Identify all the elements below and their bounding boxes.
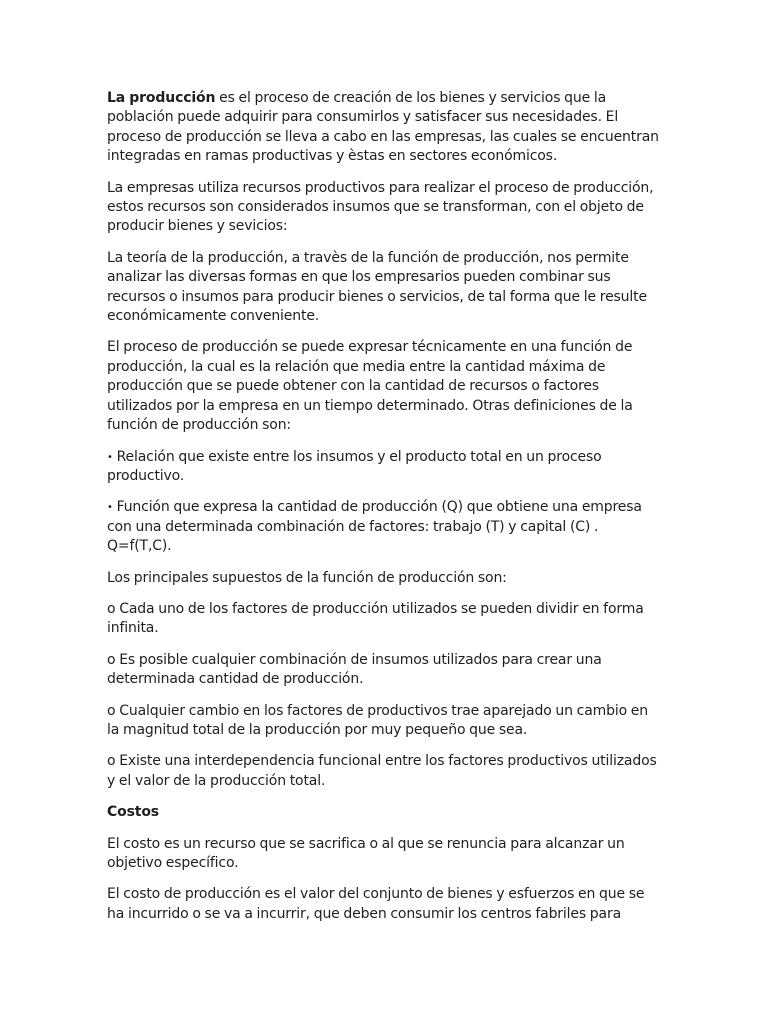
section-heading-costs: Costos xyxy=(107,804,159,821)
assumption-item: o Cada uno de los factores de producción utilizados se pueden dividir en forma infinita. xyxy=(107,600,644,637)
bullet-item xyxy=(107,448,659,487)
bullet-text: Función que expresa la cantidad de producción (Q) que obtiene una empresa con una determinada combinación de factores: trabajo (T) y capital (C) . Q=f(T,C). xyxy=(107,499,642,555)
paragraph-production-cost: El costo de producción es el valor del conjunto de bienes y esfuerzos en que se ha incurrido o se va a incurrir, que deben consumir los centros fabriles para xyxy=(107,886,645,922)
intro-paragraph xyxy=(107,89,659,167)
paragraph-production-theory: La teoría de la producción, a travès de la función de producción, nos permite analizar las diversas formas en que los empresarios pueden combinar sus recursos o insumos para producir bienes o servicios, de tal forma que le resulte económicamente conveniente. xyxy=(107,249,647,325)
paragraph-production-function: El proceso de producción se puede expresar técnicamente en una función de producción, la cual es la relación que media entre la cantidad máxima de producción que se puede obtener con la cantidad de recursos o factores utilizados por la empresa en un tiempo determinado. Otras definiciones de la función de producción son: xyxy=(107,339,633,434)
bullet-dot-icon: • xyxy=(107,451,113,463)
intro-text: es el proceso de creación de los bienes y servicios que la población puede adquirir para consumirlos y satisfacer sus necesidades. El proceso de producción se lleva a cabo en las empresas, las cuales se encuentran integradas en ramas productivas y èstas en sectores económicos. xyxy=(107,90,659,165)
assumption-item: o Cualquier cambio en los factores de productivos trae aparejado un cambio en la magnitud total de la producción por muy pequeño que sea. xyxy=(107,702,648,738)
assumption-item: o Existe una interdependencia funcional entre los factores productivos utilizados y el valor de la producción total. xyxy=(107,753,657,789)
paragraph-resources: La empresas utiliza recursos productivos para realizar el proceso de producción, estos recursos son considerados insumos que se transforman, con el objeto de producir bienes y sevicios: xyxy=(107,179,654,235)
bullet-dot-icon: • xyxy=(107,502,113,514)
document-page xyxy=(107,89,659,936)
bullet-text: Relación que existe entre los insumos y el producto total en un proceso productivo. xyxy=(107,448,602,484)
paragraph-cost-definition: El costo es un recurso que se sacrifica o al que se renuncia para alcanzar un objetivo específico. xyxy=(107,835,625,871)
assumption-item: o Es posible cualquier combinación de insumos utilizados para crear una determinada cantidad de producción. xyxy=(107,651,602,688)
intro-lead-term: La producción xyxy=(107,90,216,106)
bullet-item xyxy=(107,498,659,556)
paragraph-assumptions-intro: Los principales supuestos de la función de producción son: xyxy=(107,569,507,586)
